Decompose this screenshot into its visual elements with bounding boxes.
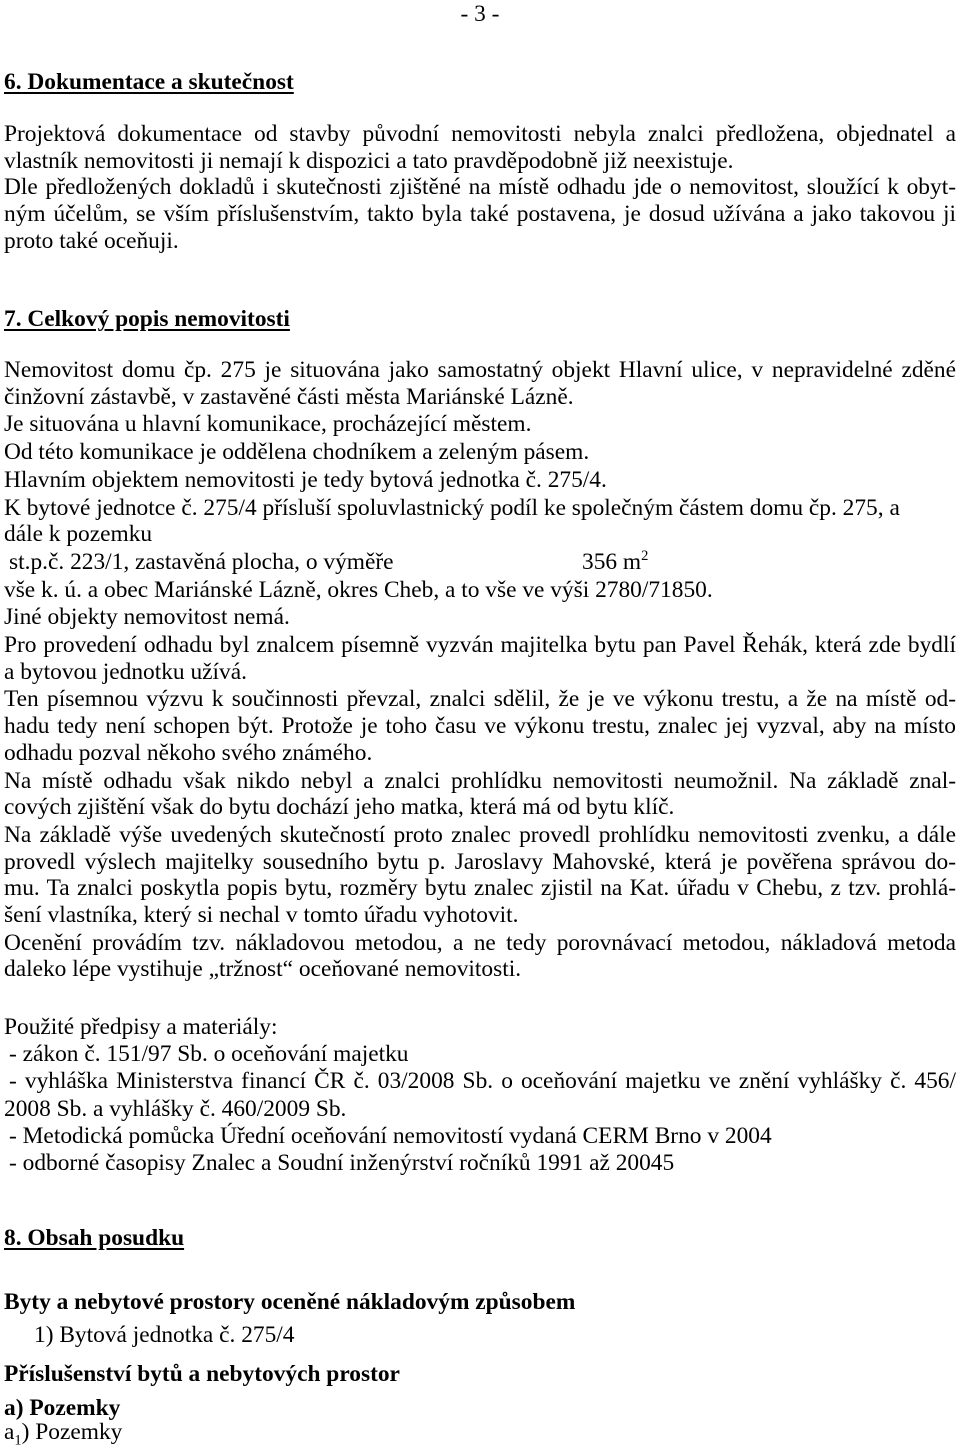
section-heading: 8. Obsah posudku: [4, 1225, 185, 1251]
paragraph: [4, 467, 956, 494]
paragraph-line: Pro provedení odhadu byl znalcem písemně vyzván majitelka bytu pan Pavel Řehák, která zde bydlí: [4, 632, 956, 659]
page-number: - 3 -: [460, 1, 500, 27]
parcel-row: [4, 549, 956, 576]
paragraph-line: Jiné objekty nemovitost nemá.: [4, 604, 290, 631]
paragraph-line: vše k. ú. a obec Mariánské Lázně, okres Cheb, a to vše ve výši 2780/71850.: [4, 576, 713, 603]
paragraph: [4, 121, 956, 174]
paragraph-line: odhadu pozval někoho svého známého.: [4, 739, 373, 766]
subsection-title: a) Pozemky: [4, 1395, 121, 1421]
paragraph-line: hadu tedy není schopen být. Protože je toho času ve výkonu trestu, znalec jej vyzval, aby na místo: [4, 713, 956, 740]
paragraph-line: činžovní zástavbě, v zastavěné části města Mariánské Lázně.: [4, 383, 574, 410]
paragraph-line: cových zjištění však do bytu dochází jeho matka, která má od bytu klíč.: [4, 794, 675, 821]
paragraph: [4, 439, 956, 466]
paragraph: [4, 174, 956, 254]
group-title: Byty a nebytové prostory oceněné nákladovým způsobem: [4, 1289, 576, 1315]
paragraph-line: Dle předložených dokladů i skutečnosti zjištěné na místě odhadu jde o nemovitost, sloužící k obyt-: [4, 174, 956, 201]
paragraph: [4, 357, 956, 410]
paragraph-line: mu. Ta znalci poskytla popis bytu, rozměry bytu znalec zjistil na Kat. úřadu v Chebu, z tzv. prohlá-: [4, 875, 956, 902]
paragraph-line: šení vlastníka, který si nechal v tomto úřadu vyhotovit.: [4, 902, 519, 929]
paragraph-line: ným účelům, se vším příslušenstvím, takto byla také postavena, je dosud užívána a jako takovou ji: [4, 201, 956, 228]
materials-item: - vyhláška Ministerstva financí ČR č. 03/2008 Sb. o oceňování majetku ve znění vyhlášky č. 456/: [9, 1068, 956, 1095]
page-header: [4, 1, 956, 28]
materials-item-continuation: 2008 Sb. a vyhlášky č. 460/2009 Sb.: [4, 1095, 347, 1122]
section-6-heading-row: [4, 69, 956, 96]
paragraph-line: Ocenění provádím tzv. nákladovou metodou, a ne tedy porovnávací metodou, nákladová metoda: [4, 929, 956, 956]
subsection-a1-prefix: a: [4, 1419, 15, 1445]
section-7-heading-row: [4, 306, 956, 333]
paragraph: [4, 822, 956, 929]
accessories-title: Příslušenství bytů a nebytových prostor: [4, 1361, 400, 1387]
section-7-body: [4, 357, 956, 983]
paragraph-line: dále k pozemku: [4, 521, 153, 548]
paragraph: [4, 930, 956, 983]
paragraph-line: K bytové jednotce č. 275/4 přísluší spoluvlastnický podíl ke společným částem domu čp. 275, a: [4, 494, 900, 521]
paragraph: [4, 604, 956, 631]
parcel-line: [4, 549, 956, 576]
paragraph-line: Na základě výše uvedených skutečností proto znalec provedl prohlídku nemovitosti zvenku, a dále: [4, 821, 956, 848]
unit-item: 1) Bytová jednotka č. 275/4: [34, 1322, 295, 1348]
paragraph: [4, 495, 956, 548]
paragraph: [4, 768, 956, 821]
paragraph-line: Na místě odhadu však nikdo nebyl a znalci prohlídku nemovitosti neumožnil. Na základě znal-: [4, 767, 956, 794]
paragraph-line: Projektová dokumentace od stavby původní nemovitosti nebyla znalci předložena, objednatel a: [4, 121, 956, 147]
materials-block: [4, 1014, 956, 1177]
materials-item: - zákon č. 151/97 Sb. o oceňování majetku: [9, 1041, 409, 1068]
paragraph: [4, 411, 956, 438]
paragraph-line: Nemovitost domu čp. 275 je situována jako samostatný objekt Hlavní ulice, v nepravidelné zděné: [4, 357, 956, 383]
paragraph-line: Hlavním objektem nemovitosti je tedy bytová jednotka č. 275/4.: [4, 466, 607, 493]
section-8-heading-row: [4, 1225, 956, 1252]
paragraph-line: a bytovou jednotku užívá.: [4, 658, 247, 685]
paragraph-line: vlastník nemovitosti ji nemají k dispozici a tato pravděpodobně již neexistuje.: [4, 147, 734, 174]
materials-item: - odborné časopisy Znalec a Soudní inženýrství ročníků 1991 až 20045: [9, 1150, 675, 1177]
paragraph-line: Ten písemnou výzvu k součinnosti převzal, znalci sdělil, že je ve výkonu trestu, a že na místě od-: [4, 686, 956, 713]
paragraph: [4, 632, 956, 685]
materials-heading: Použité předpisy a materiály:: [4, 1014, 278, 1040]
paragraph-line: provedl výslech majitelky sousedního bytu p. Jaroslavy Mahovské, která je pověřena správou do-: [4, 848, 956, 875]
paragraph: [4, 686, 956, 766]
parcel-area-unit-exponent: 2: [641, 548, 649, 565]
section-6-body: [4, 121, 956, 255]
subsection-a1-row: [4, 1419, 956, 1449]
section-heading: 6. Dokumentace a skutečnost: [4, 69, 294, 95]
subsection-a1-label: ) Pozemky: [21, 1419, 123, 1445]
subsection-a1-subscript: 1: [14, 1432, 22, 1449]
parcel-area: [582, 549, 648, 576]
paragraph-line: Od této komunikace je oddělena chodníkem a zeleným pásem.: [4, 439, 590, 466]
paragraph-line: daleko lépe vystihuje „tržnost“ oceňované nemovitosti.: [4, 956, 522, 983]
materials-item: - Metodická pomůcka Úřední oceňování nemovitostí vydaná CERM Brno v 2004: [9, 1122, 772, 1149]
section-heading: 7. Celkový popis nemovitosti: [4, 306, 290, 332]
parcel-label: st.p.č. 223/1, zastavěná plocha, o výměře: [9, 548, 394, 575]
paragraph-line: Je situována u hlavní komunikace, procházející městem.: [4, 411, 532, 438]
paragraph-line: proto také oceňuji.: [4, 227, 179, 254]
parcel-area-value: 356 m: [582, 548, 642, 575]
paragraph: [4, 577, 956, 604]
